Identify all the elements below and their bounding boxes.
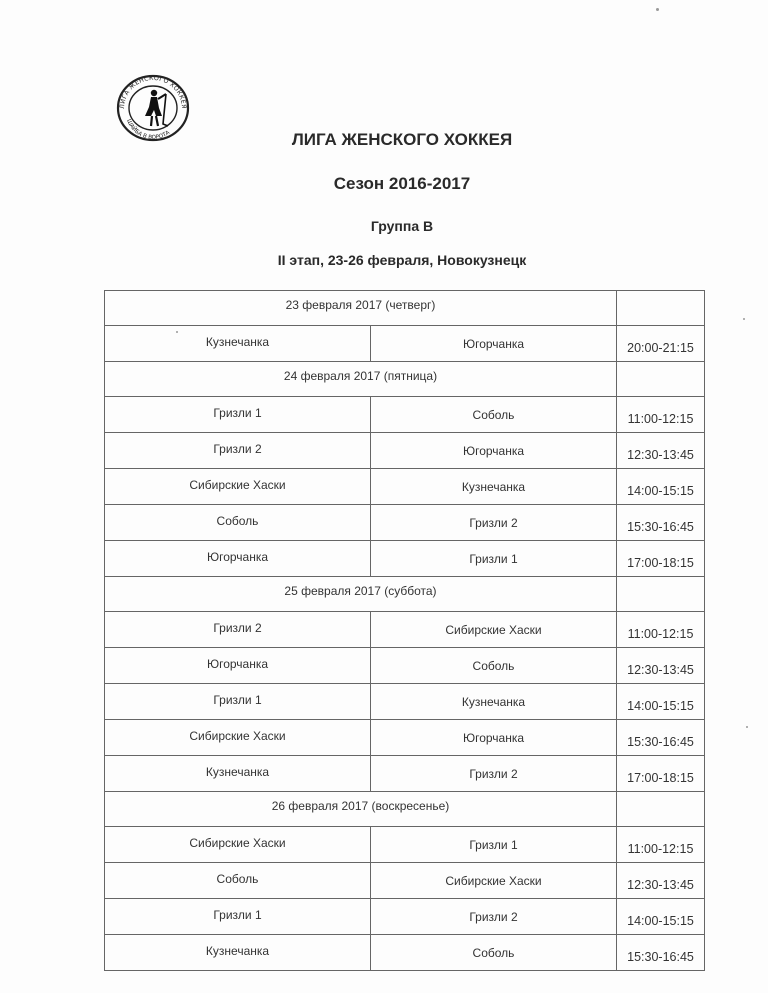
game-row bbox=[105, 397, 705, 433]
day-label: 26 февраля 2017 (воскресенье) bbox=[105, 792, 617, 827]
game-time: 14:00-15:15 bbox=[617, 684, 705, 720]
game-row bbox=[105, 648, 705, 684]
away-team: Соболь bbox=[371, 397, 617, 433]
game-time: 15:30-16:45 bbox=[617, 935, 705, 971]
home-team: Гризли 1 bbox=[105, 899, 371, 935]
away-team: Сибирские Хаски bbox=[371, 863, 617, 899]
league-title: ЛИГА ЖЕНСКОГО ХОККЕЯ bbox=[291, 130, 513, 149]
away-team: Югорчанка bbox=[371, 433, 617, 469]
season-title: Сезон 2016-2017 bbox=[333, 174, 471, 193]
scan-speck bbox=[746, 726, 748, 728]
game-row bbox=[105, 469, 705, 505]
game-time: 12:30-13:45 bbox=[617, 433, 705, 469]
away-team: Югорчанка bbox=[371, 326, 617, 362]
empty-time-cell bbox=[617, 291, 705, 326]
game-row bbox=[105, 935, 705, 971]
game-time: 17:00-18:15 bbox=[617, 541, 705, 577]
home-team: Гризли 1 bbox=[105, 684, 371, 720]
home-team: Кузнечанка bbox=[105, 326, 371, 362]
home-team: Кузнечанка bbox=[105, 935, 371, 971]
empty-time-cell bbox=[617, 362, 705, 397]
game-row bbox=[105, 827, 705, 863]
scan-speck bbox=[176, 331, 178, 333]
game-time: 20:00-21:15 bbox=[617, 326, 705, 362]
game-row bbox=[105, 720, 705, 756]
home-team: Сибирские Хаски bbox=[105, 720, 371, 756]
svg-text:ШАЙБА В ВОРОТА: ШАЙБА В ВОРОТА bbox=[125, 118, 172, 142]
game-time: 11:00-12:15 bbox=[617, 827, 705, 863]
game-row bbox=[105, 899, 705, 935]
home-team: Соболь bbox=[105, 863, 371, 899]
game-time: 12:30-13:45 bbox=[617, 648, 705, 684]
away-team: Кузнечанка bbox=[371, 469, 617, 505]
game-time: 14:00-15:15 bbox=[617, 899, 705, 935]
game-row bbox=[105, 326, 705, 362]
game-row bbox=[105, 505, 705, 541]
away-team: Югорчанка bbox=[371, 720, 617, 756]
away-team: Гризли 2 bbox=[371, 756, 617, 792]
game-time: 12:30-13:45 bbox=[617, 863, 705, 899]
away-team: Гризли 2 bbox=[371, 899, 617, 935]
home-team: Сибирские Хаски bbox=[105, 827, 371, 863]
game-row bbox=[105, 541, 705, 577]
day-header-row bbox=[105, 577, 705, 612]
away-team: Сибирские Хаски bbox=[371, 612, 617, 648]
day-label: 23 февраля 2017 (четверг) bbox=[105, 291, 617, 326]
home-team: Кузнечанка bbox=[105, 756, 371, 792]
svg-text:ЛИГА ЖЕНСКОГО ХОККЕЯ: ЛИГА ЖЕНСКОГО ХОККЕЯ bbox=[118, 74, 188, 110]
empty-time-cell bbox=[617, 792, 705, 827]
game-row bbox=[105, 684, 705, 720]
home-team: Югорчанка bbox=[105, 648, 371, 684]
stage-title: II этап, 23-26 февраля, Новокузнецк bbox=[277, 252, 527, 268]
day-header-row bbox=[105, 291, 705, 326]
home-team: Гризли 2 bbox=[105, 612, 371, 648]
home-team: Сибирские Хаски bbox=[105, 469, 371, 505]
away-team: Гризли 1 bbox=[371, 541, 617, 577]
game-time: 11:00-12:15 bbox=[617, 612, 705, 648]
scan-speck bbox=[656, 8, 659, 11]
game-time: 15:30-16:45 bbox=[617, 720, 705, 756]
game-row bbox=[105, 612, 705, 648]
home-team: Югорчанка bbox=[105, 541, 371, 577]
game-time: 11:00-12:15 bbox=[617, 397, 705, 433]
away-team: Кузнечанка bbox=[371, 684, 617, 720]
home-team: Соболь bbox=[105, 505, 371, 541]
game-row bbox=[105, 863, 705, 899]
day-label: 24 февраля 2017 (пятница) bbox=[105, 362, 617, 397]
game-time: 17:00-18:15 bbox=[617, 756, 705, 792]
away-team: Гризли 2 bbox=[371, 505, 617, 541]
schedule-table bbox=[104, 290, 705, 971]
day-header-row bbox=[105, 792, 705, 827]
away-team: Соболь bbox=[371, 648, 617, 684]
game-time: 15:30-16:45 bbox=[617, 505, 705, 541]
home-team: Гризли 2 bbox=[105, 433, 371, 469]
home-team: Гризли 1 bbox=[105, 397, 371, 433]
away-team: Соболь bbox=[371, 935, 617, 971]
away-team: Гризли 1 bbox=[371, 827, 617, 863]
scan-speck bbox=[743, 318, 745, 320]
game-time: 14:00-15:15 bbox=[617, 469, 705, 505]
day-label: 25 февраля 2017 (суббота) bbox=[105, 577, 617, 612]
empty-time-cell bbox=[617, 577, 705, 612]
day-header-row bbox=[105, 362, 705, 397]
group-title: Группа В bbox=[370, 218, 434, 234]
game-row bbox=[105, 756, 705, 792]
game-row bbox=[105, 433, 705, 469]
